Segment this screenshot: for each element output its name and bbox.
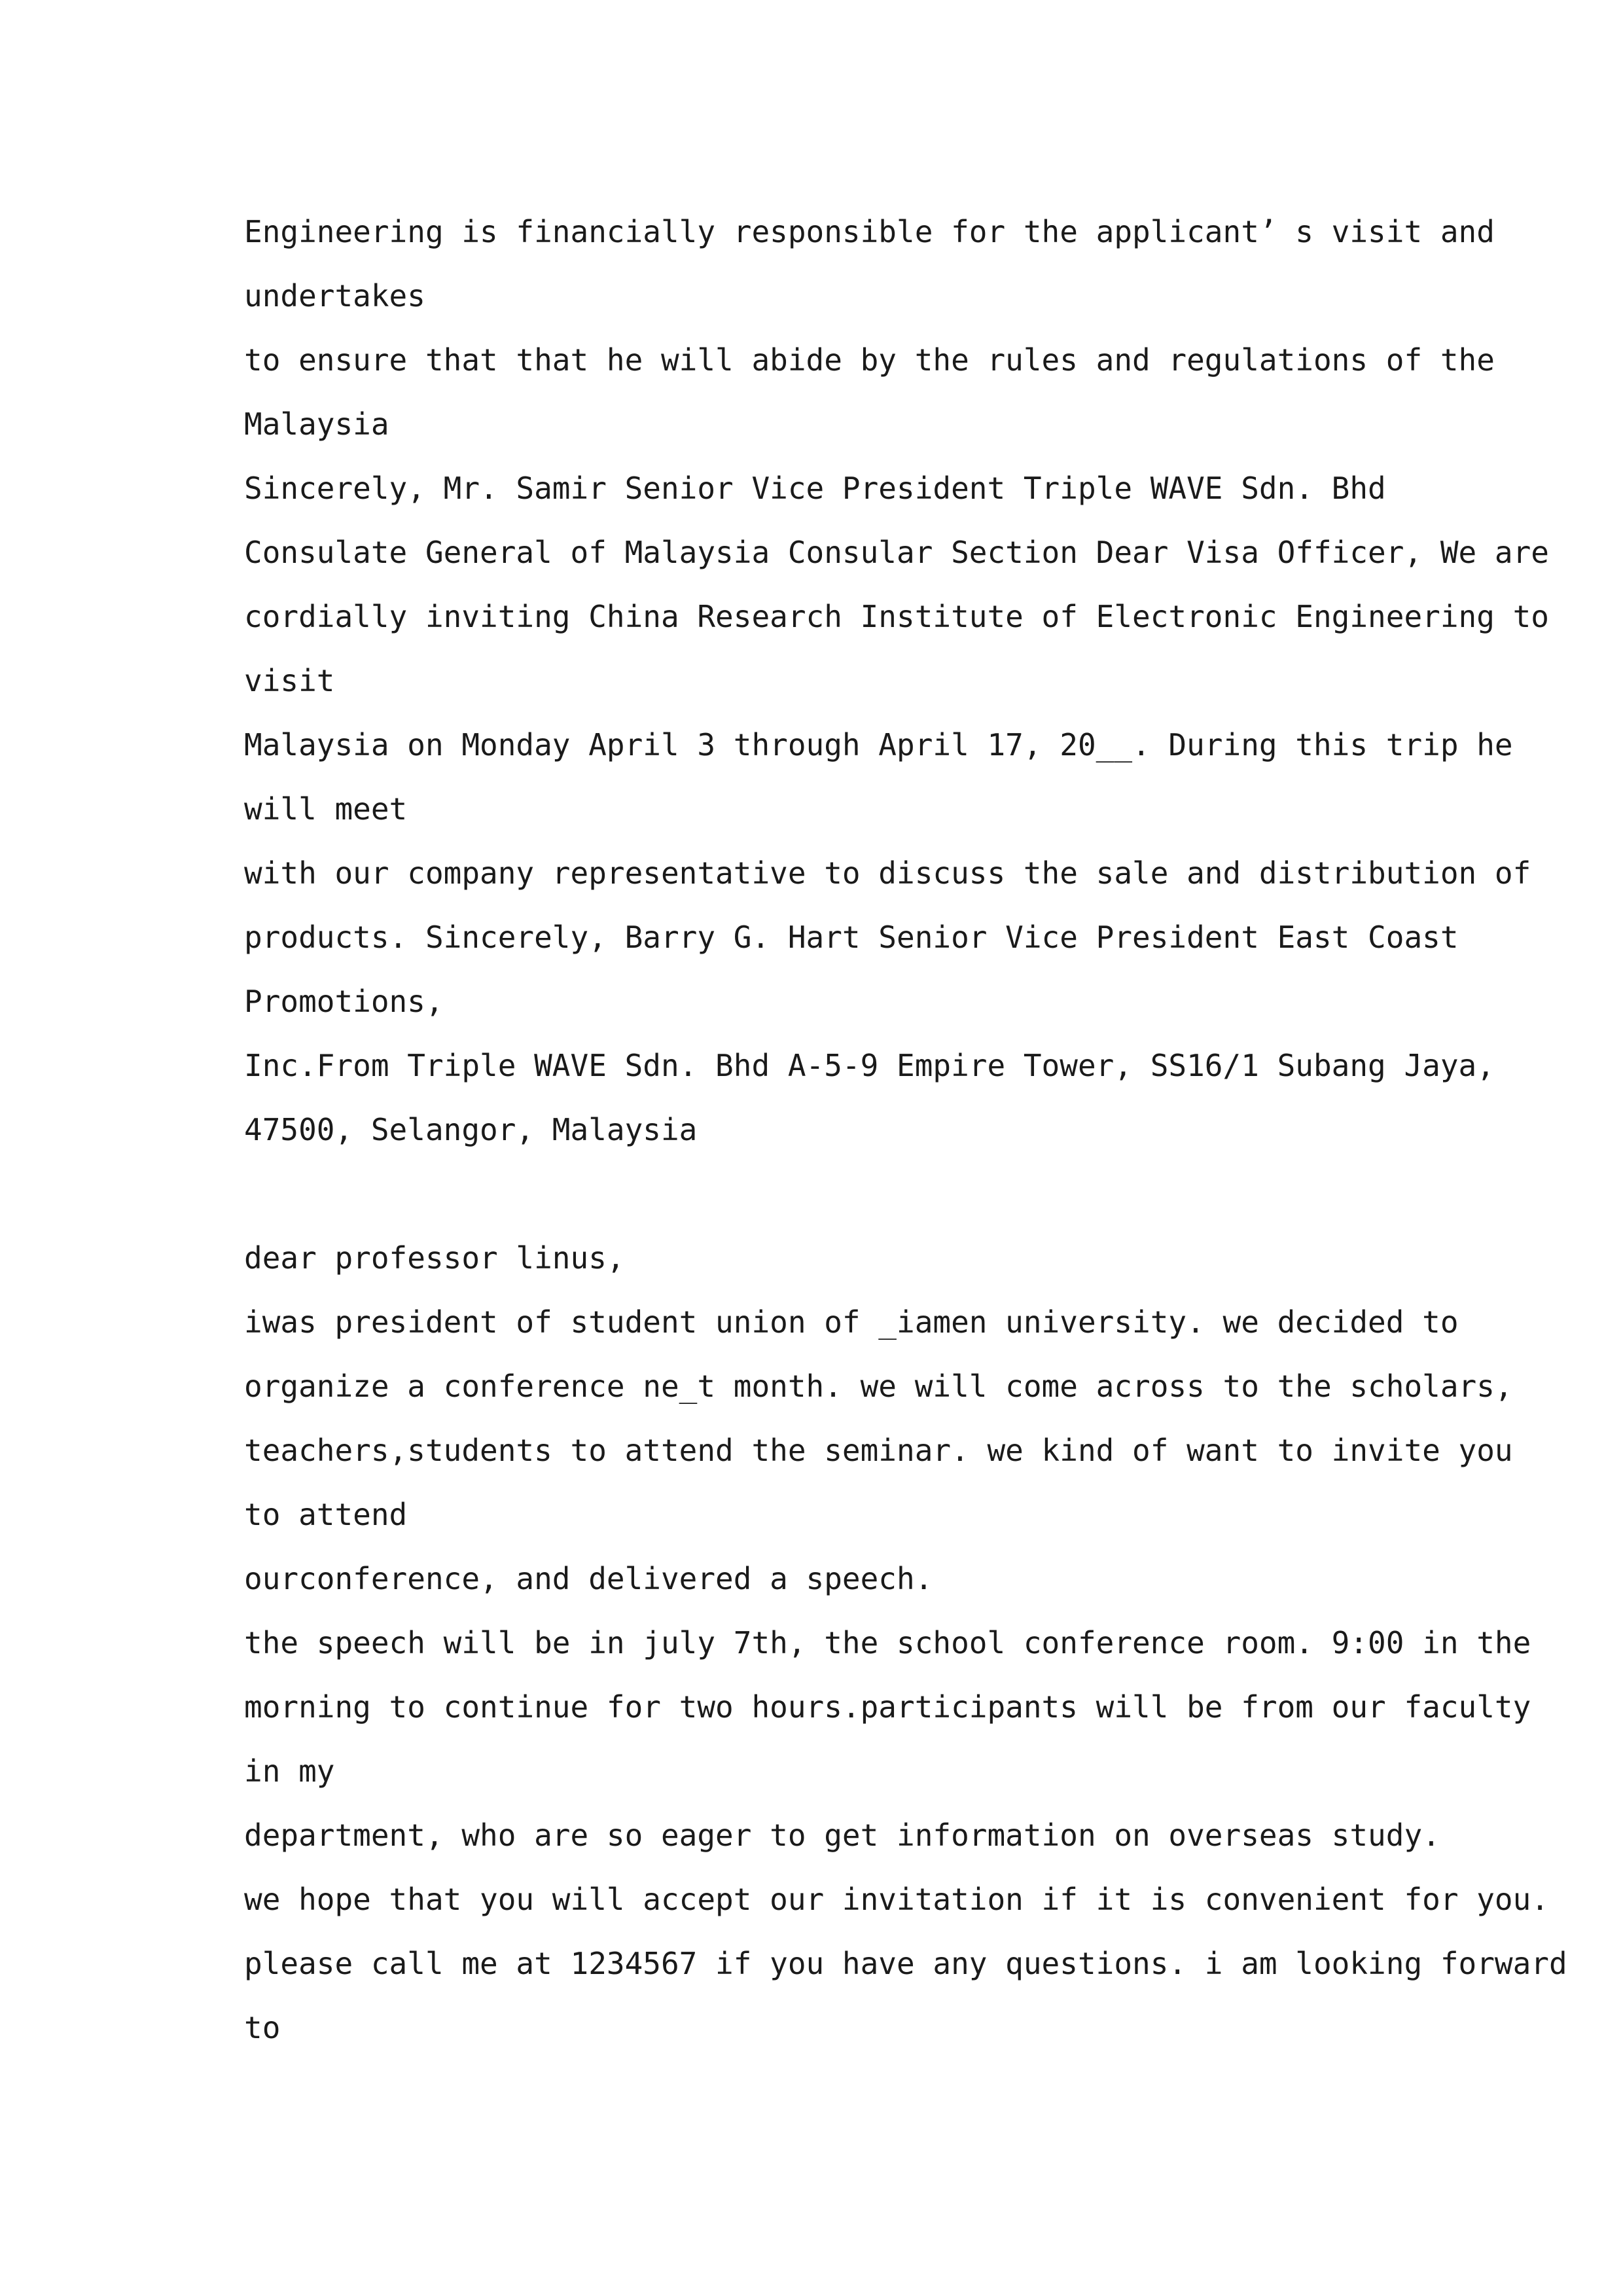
section2-line-5: to attend (244, 1497, 408, 1532)
section2-line-11: we hope that you will accept our invitation if it is convenient for you. (244, 1882, 1549, 1917)
section1-line-5: Sincerely, Mr. Samir Senior Vice President Triple WAVE Sdn. Bhd (244, 471, 1386, 506)
section1-line-6: Consulate General of Malaysia Consular Section Dear Visa Officer, We are (244, 535, 1549, 570)
section2-line-3: organize a conference ne_t month. we will come across to the scholars, (244, 1369, 1513, 1404)
document-body (244, 200, 1567, 2060)
section1-line-14: Inc.From Triple WAVE Sdn. Bhd A-5-9 Empire Tower, SS16/1 Subang Jaya, (244, 1048, 1495, 1083)
section2-line-7: the speech will be in july 7th, the school conference room. 9:00 in the (244, 1625, 1531, 1660)
section1-line-3: to ensure that that he will abide by the rules and regulations of the (244, 342, 1495, 378)
section2-line-9: in my (244, 1753, 335, 1789)
section1-line-1: Engineering is financially responsible for the applicant’ s visit and (244, 214, 1495, 249)
section1-line-12: products. Sincerely, Barry G. Hart Senior Vice President East Coast (244, 920, 1459, 955)
section2-line-13: to (244, 2010, 281, 2045)
section2-line-12: please call me at 1234567 if you have any questions. i am looking forward (244, 1946, 1567, 1981)
section1-line-9: Malaysia on Monday April 3 through April 17, 20__. During this trip he (244, 727, 1513, 762)
section1-line-15: 47500, Selangor, Malaysia (244, 1112, 698, 1147)
section1-line-10: will meet (244, 791, 408, 827)
section-spacer (244, 1162, 1396, 1226)
section2-line-8: morning to continue for two hours.participants will be from our faculty (244, 1689, 1531, 1725)
section1-line-2: undertakes (244, 278, 425, 314)
section2-line-10: department, who are so eager to get information on overseas study. (244, 1818, 1440, 1853)
section1-line-7: cordially inviting China Research Institute of Electronic Engineering to (244, 599, 1549, 634)
section2-line-2: iwas president of student union of _iamen university. we decided to (244, 1304, 1459, 1340)
section2-line-6: ourconference, and delivered a speech. (244, 1561, 933, 1596)
section2-line-4: teachers,students to attend the seminar. we kind of want to invite you (244, 1433, 1513, 1468)
section1-line-13: Promotions, (244, 984, 444, 1019)
section1-line-8: visit (244, 663, 335, 698)
section1-line-11: with our company representative to discuss the sale and distribution of (244, 855, 1531, 891)
section2-line-1: dear professor linus, (244, 1240, 625, 1276)
section1-line-4: Malaysia (244, 406, 389, 442)
